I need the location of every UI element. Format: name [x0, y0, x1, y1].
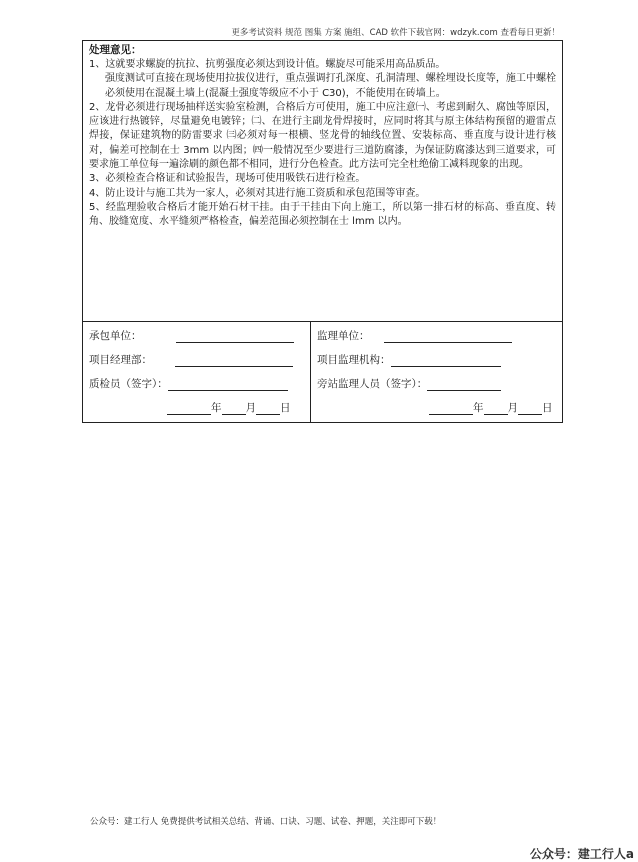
contractor-row	[89, 328, 294, 343]
contractor-column	[83, 322, 311, 422]
signature-section	[83, 322, 562, 422]
item-number: 2、	[89, 101, 106, 113]
supervisor-column	[311, 322, 564, 422]
opinion-item-3	[89, 172, 556, 186]
day-field[interactable]	[256, 403, 280, 415]
inspector-row	[89, 376, 288, 391]
item-continuation: 强度测试可直接在现场使用拉拔仪进行，重点强调打孔深度、孔洞清理、螺栓埋设长度等，施工中螺栓必须使用在混凝土墙上(混凝土强度等级应不小于 C30)，不能使用在砖墙上。	[105, 73, 556, 99]
month-field[interactable]	[484, 403, 508, 415]
onsite-label: 旁站监理人员（签字）：	[317, 378, 428, 390]
opinion-section	[83, 41, 562, 322]
year-field[interactable]	[167, 403, 211, 415]
opinion-item-2	[89, 101, 556, 172]
watermark: 公众号：建工行人a	[529, 847, 634, 861]
supervisor-label: 监理单位：	[317, 330, 370, 342]
supervisor-date	[429, 400, 553, 415]
item-number: 5、	[89, 201, 106, 213]
contractor-field[interactable]	[176, 331, 294, 343]
inspector-signature-field[interactable]	[168, 379, 288, 391]
project-supervisor-label: 项目监理机构：	[317, 354, 391, 366]
onsite-signature-field[interactable]	[427, 379, 501, 391]
month-label: 月	[245, 402, 256, 414]
opinion-item-1	[89, 58, 556, 101]
inspector-label: 质检员（签字）：	[89, 378, 168, 390]
month-label: 月	[507, 402, 518, 414]
manager-label: 项目经理部：	[89, 354, 152, 366]
item-text: 经监理验收合格后才能开始石材干挂。由于干挂由下向上施工，所以第一排石材的标高、垂直度、转角、胶缝宽度、水平缝须严格检查，偏差范围必须控制在士 lmm 以内。	[89, 201, 556, 228]
item-number: 1、	[89, 59, 106, 70]
item-number: 4、	[89, 187, 106, 199]
item-text: 龙骨必须进行现场抽样送实验室检测，合格后方可使用，施工中应注意㈠、考虑到耐久、腐蚀等原因，应该进行热镀锌，尽量避免电镀锌；㈡、在进行主副龙骨焊接时，应同时将其与原主体结构预留的避雷点焊接，保证建筑物的防雷要求 ㈢必须对每一根横、竖龙骨的轴线位置、安装标高、垂直度与设计进行核对，偏差可控制在士 3mm 以内图；㈣一般情况至少要进行三道防腐漆，为保证防腐漆达到三道要求，可要求施工单位每一遍涂刷的颜色都不相同，进行分色检查。此方法可完全杜绝偷工减料现象的出现。	[89, 101, 556, 171]
item-text: 这就要求螺旋的抗拉、抗剪强度必须达到设计值。螺旋尽可能采用高品质品。	[105, 59, 446, 70]
year-field[interactable]	[429, 403, 473, 415]
supervisor-row	[317, 328, 512, 343]
opinion-item-4	[89, 187, 556, 201]
manager-row	[89, 352, 293, 367]
year-label: 年	[473, 402, 484, 414]
manager-field[interactable]	[175, 355, 293, 367]
month-field[interactable]	[222, 403, 246, 415]
header-note: 更多考试资料 规范 图集 方案 施组、CAD 软件下载官网：wdzyk.com 查看每日更新！	[231, 28, 560, 38]
day-label: 日	[542, 402, 553, 414]
opinion-item-5	[89, 201, 556, 230]
opinion-form	[82, 40, 563, 423]
footer-note: 公众号：建工行人 免费提供考试相关总结、背诵、口诀、习题、试卷、押题，关注即可下载！	[90, 817, 442, 827]
contractor-date	[167, 400, 291, 415]
item-number: 3、	[89, 173, 106, 185]
onsite-row	[317, 376, 501, 391]
supervisor-field[interactable]	[384, 331, 512, 343]
day-field[interactable]	[518, 403, 542, 415]
year-label: 年	[211, 402, 222, 414]
contractor-label: 承包单位：	[89, 330, 142, 342]
day-label: 日	[280, 402, 291, 414]
item-text: 必须检查合格证和试验报告，现场可使用吸铁石进行检查。	[105, 173, 366, 185]
project-supervisor-field[interactable]	[391, 355, 501, 367]
opinion-title: 处理意见：	[89, 44, 142, 56]
project-supervisor-row	[317, 352, 501, 367]
item-text: 防止设计与施工共为一家人，必须对其进行施工资质和承包范围等审查。	[105, 187, 426, 199]
